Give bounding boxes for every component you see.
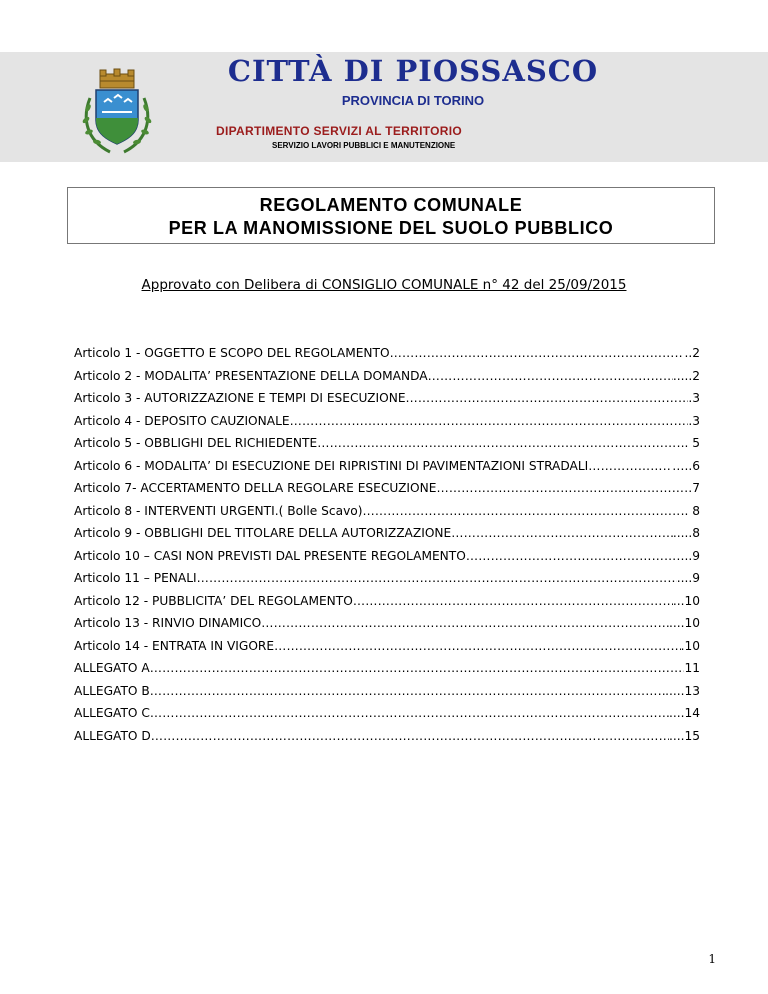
toc-entry-page: .. 8 (680, 503, 700, 518)
toc-leader-dots (150, 706, 669, 720)
toc-entry[interactable] (74, 414, 700, 437)
toc-entry-page: .....13 (665, 683, 700, 698)
toc-leader-dots (261, 616, 669, 630)
toc-entry-page: …..6 (672, 458, 700, 473)
toc-leader-dots (150, 684, 665, 698)
toc-entry-label: Articolo 4 - DEPOSITO CAUZIONALE (74, 413, 290, 428)
toc-entry-label: ALLEGATO B (74, 683, 150, 698)
toc-entry-label: Articolo 11 – PENALI (74, 571, 197, 585)
toc-entry-label: Articolo 2 - MODALITA’ PRESENTAZIONE DELLA DOMANDA (74, 368, 428, 383)
toc-leader-dots (406, 391, 689, 405)
toc-entry-page: ....15 (668, 728, 700, 743)
toc-entry-label: ALLEGATO C (74, 706, 150, 720)
document-title-line-1: REGOLAMENTO COMUNALE (259, 195, 523, 215)
toc-entry-label: Articolo 9 - OBBLIGHI DEL TITOLARE DELLA AUTORIZZAZIONE (74, 526, 452, 540)
toc-leader-dots (317, 436, 684, 450)
toc-leader-dots (290, 414, 689, 428)
toc-entry-label: Articolo 13 - RINVIO DINAMICO (74, 616, 262, 630)
letterhead (0, 52, 768, 162)
toc-entry-page: ....14 (668, 706, 700, 720)
toc-entry-page: ....9 (676, 571, 700, 585)
toc-entry[interactable] (74, 706, 700, 729)
toc-entry[interactable] (74, 729, 700, 752)
department-name: DIPARTIMENTO SERVIZI AL TERRITORIO (216, 124, 462, 138)
toc-entry-label: ALLEGATO D (74, 728, 151, 743)
toc-entry-label: Articolo 7- ACCERTAMENTO DELLA REGOLARE ESECUZIONE (74, 481, 437, 495)
table-of-contents (74, 346, 700, 751)
toc-entry-label: Articolo 5 - OBBLIGHI DEL RICHIEDENTE (74, 436, 318, 450)
toc-leader-dots (436, 481, 692, 495)
toc-entry-label: Articolo 1 - OGGETTO E SCOPO DEL REGOLAMENTO (74, 346, 390, 360)
toc-leader-dots (363, 504, 681, 518)
approval-note: Approvato con Delibera di CONSIGLIO COMUNALE n° 42 del 25/09/2015 (141, 277, 627, 293)
toc-leader-dots (150, 661, 685, 675)
toc-entry-page: 11 (684, 661, 700, 675)
toc-leader-dots (428, 369, 673, 383)
toc-entry[interactable] (74, 684, 700, 707)
toc-entry[interactable] (74, 549, 700, 572)
toc-entry-page: .10 (680, 638, 700, 653)
toc-leader-dots (588, 459, 672, 473)
toc-entry[interactable] (74, 526, 700, 549)
service-name: SERVIZIO LAVORI PUBBLICI E MANUTENZIONE (272, 141, 456, 150)
toc-entry[interactable] (74, 481, 700, 504)
document-title-box (67, 187, 715, 244)
toc-entry[interactable] (74, 504, 700, 527)
toc-entry[interactable] (74, 639, 700, 662)
toc-entry-label: Articolo 12 - PUBBLICITA’ DEL REGOLAMENTO (74, 593, 353, 608)
toc-entry-page: ...10 (672, 593, 700, 608)
toc-leader-dots (151, 729, 669, 743)
toc-leader-dots (466, 549, 685, 563)
toc-entry-page: .....2 (672, 368, 700, 383)
toc-entry[interactable] (74, 436, 700, 459)
toc-entry[interactable] (74, 391, 700, 414)
toc-entry-label: Articolo 6 - MODALITA’ DI ESECUZIONE DEI RIPRISTINI DI PAVIMENTAZIONI STRADALI (74, 458, 589, 473)
toc-entry-page: 7 (692, 481, 700, 495)
toc-entry-label: Articolo 14 - ENTRATA IN VIGORE (74, 638, 275, 653)
page-number: 1 (708, 952, 716, 966)
toc-entry-label: Articolo 3 - AUTORIZZAZIONE E TEMPI DI ESECUZIONE (74, 391, 406, 405)
toc-leader-dots (274, 639, 681, 653)
toc-leader-dots (353, 594, 673, 608)
toc-entry-label: Articolo 10 – CASI NON PREVISTI DAL PRESENTE REGOLAMENTO (74, 548, 466, 563)
document-title-line-2: PER LA MANOMISSIONE DEL SUOLO PUBBLICO (168, 218, 614, 238)
toc-leader-dots (451, 526, 673, 540)
toc-entry[interactable] (74, 616, 700, 639)
toc-entry[interactable] (74, 594, 700, 617)
toc-entry-label: Articolo 8 - INTERVENTI URGENTI.( Bolle Scavo) (74, 503, 363, 518)
province-name: PROVINCIA DI TORINO (341, 93, 485, 108)
toc-entry[interactable] (74, 459, 700, 482)
toc-entry[interactable] (74, 571, 700, 594)
city-name: CITTÀ DI PIOSSASCO (227, 54, 599, 88)
toc-entry-page: .....8 (672, 526, 700, 540)
toc-entry-page: .3 (688, 391, 700, 405)
toc-entry-page: .3 (688, 413, 700, 428)
toc-entry-page: ..9 (684, 548, 700, 563)
toc-entry[interactable] (74, 346, 700, 369)
toc-entry[interactable] (74, 369, 700, 392)
toc-entry-page: . 5 (684, 436, 700, 450)
toc-entry-label: ALLEGATO A (74, 661, 150, 675)
toc-entry-page: ....10 (668, 616, 700, 630)
toc-entry-page: ..2 (684, 346, 700, 360)
toc-leader-dots (390, 346, 685, 360)
toc-leader-dots (197, 571, 677, 585)
toc-entry[interactable] (74, 661, 700, 684)
